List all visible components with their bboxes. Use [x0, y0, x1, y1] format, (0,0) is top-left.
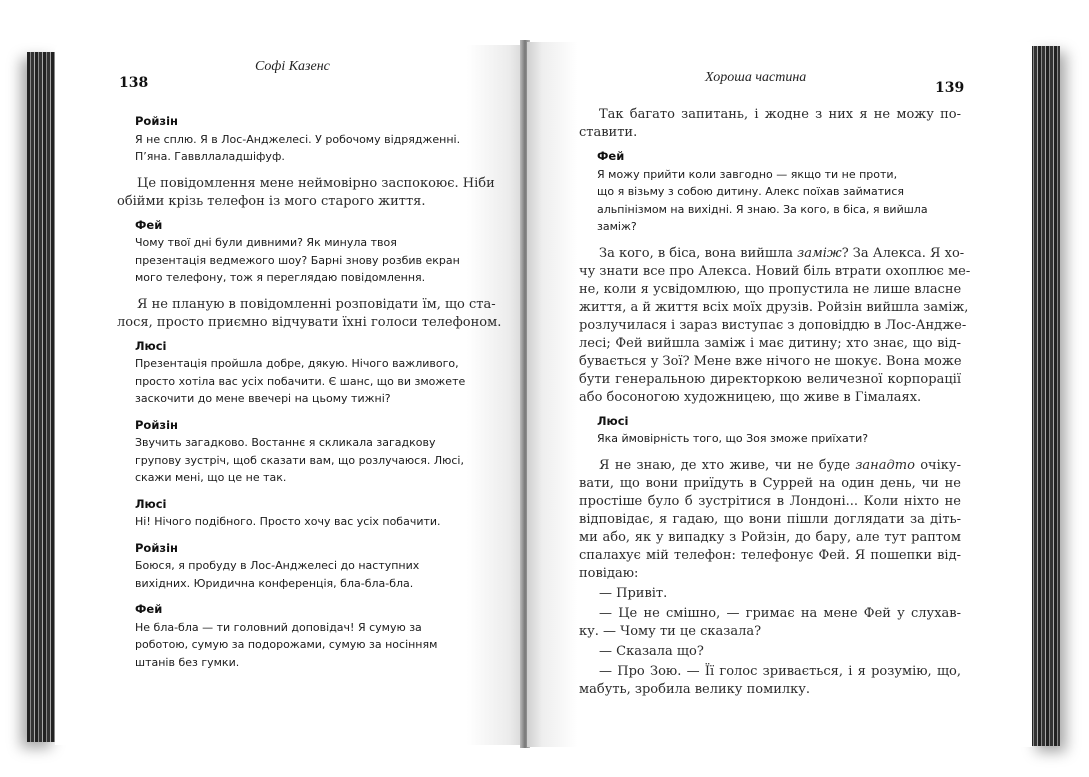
message-line: вихідних. Юридична конференція, бла-бла-бла. — [135, 576, 414, 590]
text-line: ми або, як у випадку з Ройзін, до бару, але тут раптом — [579, 529, 961, 545]
paragraph — [579, 663, 961, 699]
text-line: ку. — Чому ти це сказала? — [579, 623, 762, 639]
message-block — [135, 496, 475, 531]
message-line: Я не сплю. Я в Лос-Анджелесі. У робочому відрядженні. — [135, 132, 461, 146]
message-block — [135, 217, 475, 287]
text-line: або босоногою художницею, що живе в Гімалаях. — [579, 389, 922, 405]
text-segment: За кого, в біса, вона вийшла — [599, 245, 798, 261]
text-line: не, коли я усвідомлюю, що пропустила не лише власне — [579, 281, 962, 297]
text-line — [579, 457, 961, 475]
paragraph — [117, 296, 502, 332]
message-block — [597, 148, 961, 236]
text-line: повідаю: — [579, 565, 639, 581]
paragraph — [579, 245, 971, 407]
right-page — [527, 42, 1032, 747]
text-line: простіше було б зустрітися в Лондоні... Коли ніхто не — [579, 493, 961, 509]
message-sender: Люсі — [597, 413, 629, 428]
text-line: Я не планую в повідомленні розповідати їм, що ста- — [137, 296, 496, 312]
paragraph — [117, 175, 495, 211]
text-line: — Привіт. — [599, 585, 668, 601]
message-line: що я візьму з собою дитину. Алекс поїхав займатися — [597, 185, 904, 198]
text-line: відповідає, я гадаю, що вони пішли доглядати за діть- — [579, 511, 961, 527]
message-line: роботою, сумую за подорожами, сумую за носінням — [135, 638, 438, 651]
message-line: групову зустріч, щоб сказати вам, що розлучаюся. Люсі, — [135, 453, 464, 467]
text-line — [579, 245, 965, 263]
message-line: скажи мені, що це не так. — [135, 471, 287, 484]
message-line: Чому твої дні були дивними? Як минула твоя — [135, 236, 397, 249]
left-page-edges — [27, 52, 57, 742]
text-segment: очіку- — [914, 457, 961, 473]
message-block — [135, 601, 475, 671]
message-line: презентація ведмежого шоу? Барні знову розбив екран — [135, 253, 460, 267]
message-sender: Люсі — [135, 496, 167, 511]
message-line: Яка ймовірність того, що Зоя зможе приїхати? — [597, 432, 869, 445]
left-page — [55, 45, 523, 745]
message-line: штанів без гумки. — [135, 655, 240, 669]
text-line: — Це не смішно, — гримає на мене Фей у слухав- — [599, 605, 961, 621]
running-head: Софі Казенс — [255, 59, 330, 74]
text-segment: Я не знаю, де хто живе, чи не буде — [599, 457, 856, 473]
message-line: Не бла-бла — ти головний доповідач! Я сумую за — [135, 620, 422, 634]
text-line: Так багато запитань, і жодне з них я не можу по- — [599, 107, 961, 122]
text-segment: ? За Алекса. Я хо- — [841, 245, 965, 261]
message-line: Звучить загадково. Востаннє я скликала загадкову — [135, 436, 436, 449]
paragraph — [579, 643, 961, 661]
message-sender: Люсі — [135, 338, 167, 353]
message-sender: Ройзін — [135, 540, 178, 555]
message-line: П’яна. Гаввллаладшіфуф. — [135, 150, 285, 163]
message-block — [135, 540, 475, 593]
message-block — [597, 413, 961, 448]
emphasis: занадто — [855, 457, 915, 473]
text-line: бувається у Зої? Мене вже нічого не шокує. Вона може — [579, 353, 962, 369]
text-line: ставити. — [579, 125, 638, 140]
text-line: лося, просто приємно відчувати їхні голоси телефоном. — [117, 314, 502, 330]
page-number: 138 — [119, 75, 149, 91]
text-line: лесі; Фей вийшла заміж і має дитину; хто знає, що від- — [579, 335, 961, 351]
page-text — [117, 107, 502, 680]
emphasis: заміж — [797, 245, 842, 261]
paragraph — [579, 585, 961, 603]
message-block — [135, 417, 475, 487]
message-sender: Фей — [135, 217, 163, 232]
message-line: альпінізмом на вихідні. Я знаю. За кого, в біса, я вийшла — [597, 202, 928, 216]
paragraph — [579, 457, 961, 583]
message-line: Презентація пройшла добре, дякую. Нічого важливого, — [135, 357, 459, 370]
message-line: мого телефону, тож я переглядаю повідомлення. — [135, 271, 426, 284]
message-line: заміж? — [597, 220, 637, 233]
message-sender: Ройзін — [135, 114, 178, 128]
message-line: Боюся, я пробуду в Лос-Анджелесі до наступних — [135, 559, 420, 572]
text-line: вати, що вони приїдуть в Суррей на один день, чи не — [579, 475, 961, 491]
message-block — [135, 113, 475, 166]
message-line: просто хотіла вас усіх побачити. Є шанс, що ви зможете — [135, 374, 466, 388]
running-head: Хороша частина — [705, 70, 807, 85]
text-line: чу знати все про Алекса. Новий біль втрати охоплює ме- — [579, 263, 971, 279]
text-line: мабуть, зробила велику помилку. — [579, 681, 811, 697]
message-line: заскочити до мене ввечері на цьому тижні? — [135, 392, 391, 405]
message-sender: Фей — [597, 149, 625, 163]
page-text — [579, 106, 971, 701]
message-block — [135, 338, 475, 408]
message-line: Я можу прийти коли завгодно — якщо ти не проти, — [597, 167, 898, 181]
text-line: Це повідомлення мене неймовірно заспокоює. Ніби — [137, 175, 495, 191]
message-line: Ні! Нічого подібного. Просто хочу вас усіх побачити. — [135, 515, 441, 528]
text-line: бути генеральною директоркою величезної корпорації — [579, 371, 961, 387]
paragraph — [579, 106, 961, 142]
message-sender: Ройзін — [135, 417, 178, 432]
message-sender: Фей — [135, 602, 163, 616]
text-line: — Сказала що? — [599, 643, 704, 659]
text-line: обійми крізь телефон із мого старого життя. — [117, 193, 426, 209]
right-page-edges — [1030, 46, 1060, 746]
text-line: життя, а й життя всіх моїх друзів. Ройзін вийшла заміж, — [579, 299, 969, 315]
text-line: розлучилася і зараз виступає з доповіддю в Лос-Андже- — [579, 317, 967, 333]
text-line: спалахує мій телефон: телефонує Фей. Я пошепки від- — [579, 547, 961, 563]
page-number: 139 — [935, 80, 965, 96]
text-line: — Про Зою. — Її голос зривається, і я розумію, що, — [599, 663, 961, 679]
paragraph — [579, 605, 961, 641]
